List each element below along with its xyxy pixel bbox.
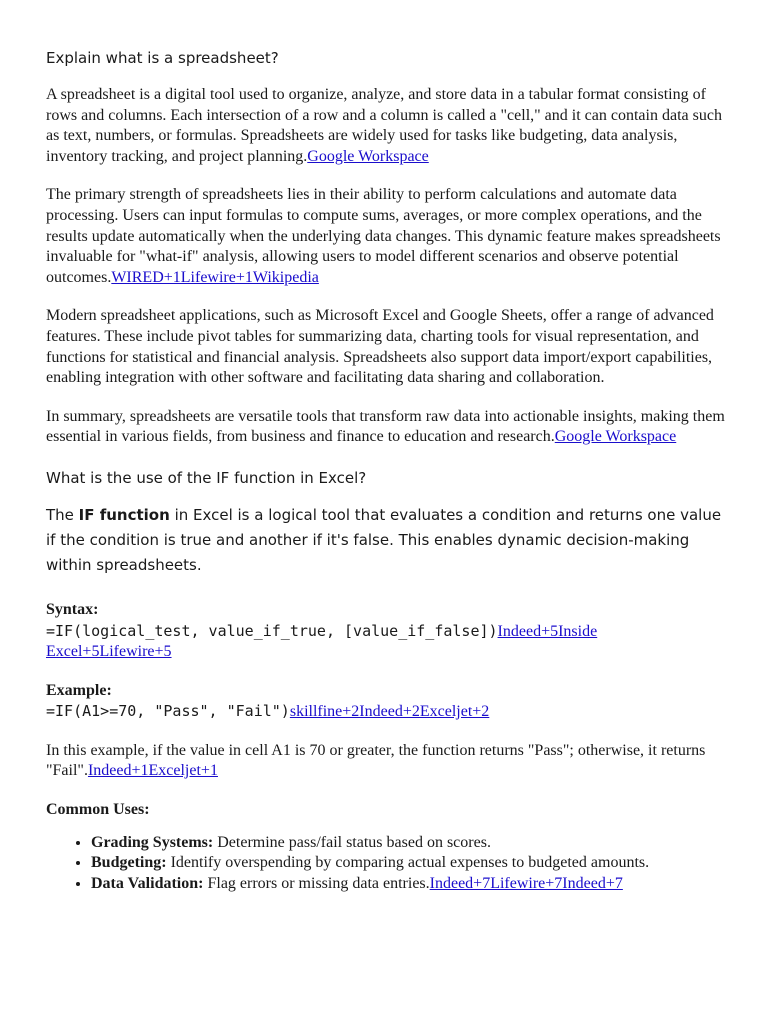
common-uses-list [46,833,726,895]
syntax-label: Syntax: [46,600,99,618]
paragraph-summary [46,407,726,448]
list-item-bold: Grading Systems: [91,833,214,851]
intro-prefix: The [46,505,79,524]
list-item-text: Flag errors or missing data entries. [203,874,430,892]
paragraph-example-explanation [46,741,726,782]
paragraph-modern-applications: Modern spreadsheet applications, such as Microsoft Excel and Google Sheets, offer a range of advanced features. These include pivot tables for summarizing data, charting tools for visual representation, and functions for statistical and financial analysis. Spreadsheets also support data import/export capabilities, enabling integration with other software and facilitating data sharing and collaboration. [46,307,714,387]
source-link-indeed-exceljet[interactable]: Indeed+1Exceljet+1 [87,762,218,780]
paragraph-spreadsheet-strength [46,185,726,288]
list-item [91,874,726,895]
question-spreadsheet: Explain what is a spreadsheet? [46,49,279,67]
source-link-data-validation[interactable]: Indeed+7Lifewire+7Indeed+7 [429,874,623,892]
paragraph-text: In this example, if the value in cell A1 is 70 or greater, the function returns "Pass"; otherwise, it returns "Fail". [46,741,706,780]
source-link-example[interactable]: skillfine+2Indeed+2Exceljet+2 [289,703,490,721]
common-uses-section [46,800,726,894]
list-item-text: Determine pass/fail status based on scores. [213,833,491,851]
source-link-wired-lifewire-wikipedia[interactable]: WIRED+1Lifewire+1Wikipedia [111,268,319,286]
paragraph-spreadsheet-definition [46,85,726,167]
paragraph-if-intro [46,503,726,578]
example-block [46,681,726,723]
example-code: =IF(A1>=70, "Pass", "Fail") [46,702,290,721]
syntax-code: =IF(logical_test, value_if_true, [value_if_false]) [46,621,498,640]
question-if-function: What is the use of the IF function in Excel? [46,468,367,487]
paragraph-text: A spreadsheet is a digital tool used to organize, analyze, and store data in a tabular format consisting of rows and columns. Each intersection of a row and a column is called a "cell," and it can contain data such as text, numbers, or formulas. Spreadsheets are widely used for tasks like budgeting, data analysis, inventory tracking, and project planning. [46,86,722,165]
list-item-bold: Data Validation: [91,874,204,892]
source-link-syntax[interactable]: Indeed+5Inside Excel+5Lifewire+5 [46,622,598,661]
paragraph-text: The primary strength of spreadsheets lies in their ability to perform calculations and automate data processing. Users can input formulas to compute sums, averages, or more complex operations, and the results update automatically when the underlying data changes. This dynamic feature makes spreadsheets invaluable for "what-if" analysis, allowing users to model different scenarios and observe potential outcomes. [46,186,721,286]
syntax-block [46,600,726,663]
list-item [91,833,726,854]
source-link-google-workspace[interactable]: Google Workspace [307,147,429,165]
list-item-text: Identify overspending by comparing actual expenses to budgeted amounts. [166,854,650,872]
common-uses-heading: Common Uses: [46,801,150,819]
intro-suffix: in Excel is a logical tool that evaluates a condition and returns one value if the condition is true and another if it's false. This enables dynamic decision-making within spreadsheets. [46,505,722,574]
list-item-bold: Budgeting: [91,854,167,872]
example-label: Example: [46,681,112,699]
source-link-google-workspace-2[interactable]: Google Workspace [554,428,677,446]
paragraph-text: In summary, spreadsheets are versatile tools that transform raw data into actionable insights, making them essential in various fields, from business and finance to education and research. [46,407,725,446]
intro-bold-term: IF function [78,505,170,524]
document-page [46,46,726,894]
list-item [91,853,726,874]
